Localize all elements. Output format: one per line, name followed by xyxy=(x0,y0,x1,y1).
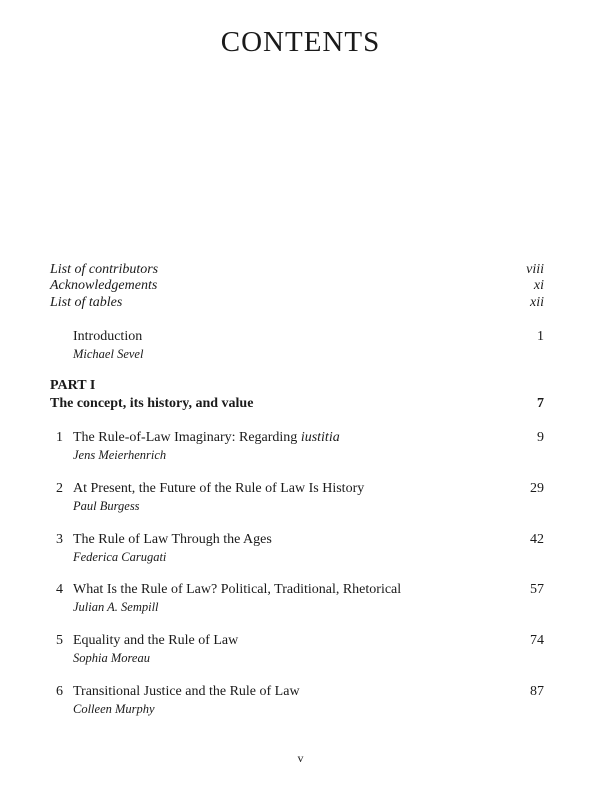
chapter-title: The Rule of Law Through the Ages xyxy=(73,532,272,547)
chapter-author: Colleen Murphy xyxy=(73,702,155,716)
toc-entry-chapter-3[interactable] xyxy=(50,531,544,567)
part-label: PART I xyxy=(50,378,96,393)
chapter-page: 87 xyxy=(530,684,544,699)
entry-label: Acknowledgements xyxy=(50,278,158,293)
chapter-page: 74 xyxy=(530,633,544,648)
chapter-title: Introduction xyxy=(73,329,143,344)
chapter-number: 1 xyxy=(56,430,63,445)
chapter-page: 29 xyxy=(530,481,544,496)
chapter-page: 42 xyxy=(530,532,544,547)
chapter-page: 57 xyxy=(530,582,544,597)
chapter-page: 9 xyxy=(537,430,544,445)
chapter-title: What Is the Rule of Law? Political, Traditional, Rhetorical xyxy=(73,582,402,597)
part-heading xyxy=(50,377,544,413)
toc-entry-acknowledgements[interactable] xyxy=(50,277,544,294)
chapter-author: Michael Sevel xyxy=(73,347,144,361)
toc-entry-chapter-4[interactable] xyxy=(50,581,544,617)
toc-entry-tables[interactable] xyxy=(50,294,544,311)
part-title: The concept, its history, and value xyxy=(50,396,254,411)
chapter-number: 6 xyxy=(56,684,63,699)
entry-label: List of contributors xyxy=(50,262,159,277)
entry-page: viii xyxy=(526,262,544,277)
entry-label: List of tables xyxy=(50,295,123,310)
page-number: v xyxy=(297,751,304,765)
toc-entry-chapter-1[interactable] xyxy=(50,429,544,465)
page-title: CONTENTS xyxy=(220,26,381,58)
chapter-page: 1 xyxy=(537,329,544,344)
chapter-title: Equality and the Rule of Law xyxy=(73,633,239,648)
toc-entry-chapter-5[interactable] xyxy=(50,632,544,668)
chapter-number: 4 xyxy=(56,582,63,597)
part-page: 7 xyxy=(537,396,544,411)
toc-entry-introduction[interactable] xyxy=(50,328,544,364)
toc-entry-chapter-6[interactable] xyxy=(50,683,544,719)
chapter-author: Federica Carugati xyxy=(73,550,167,564)
chapter-author: Julian A. Sempill xyxy=(73,600,159,614)
entry-page: xi xyxy=(533,278,544,293)
toc-entry-contributors[interactable] xyxy=(50,261,544,278)
chapter-title: Transitional Justice and the Rule of Law xyxy=(73,684,300,699)
entry-page: xii xyxy=(530,295,544,310)
chapter-number: 3 xyxy=(56,532,63,547)
chapter-author: Paul Burgess xyxy=(73,499,140,513)
chapter-number: 5 xyxy=(56,633,63,648)
chapter-title: The Rule-of-Law Imaginary: Regarding iustitia xyxy=(73,430,340,445)
chapter-title: At Present, the Future of the Rule of Law Is History xyxy=(73,481,365,496)
toc-entry-chapter-2[interactable] xyxy=(50,480,544,516)
chapter-author: Jens Meierhenrich xyxy=(73,448,167,462)
chapter-number: 2 xyxy=(56,481,63,496)
chapter-author: Sophia Moreau xyxy=(73,651,150,665)
